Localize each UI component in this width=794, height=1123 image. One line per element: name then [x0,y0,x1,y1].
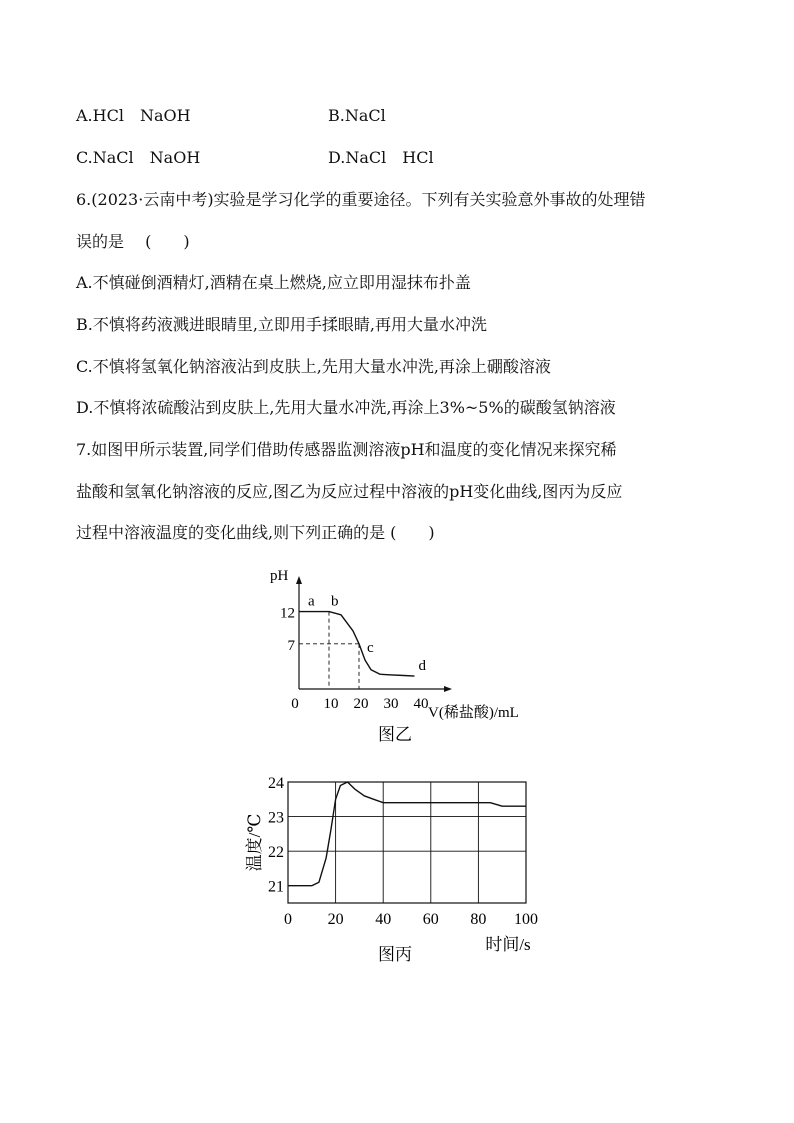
temp-xtick-40: 40 [375,911,392,928]
ph-chart-title: 图乙 [378,725,412,744]
ph-x-arrow [444,686,452,692]
q6-option-a: A.不慎碰倒酒精灯,酒精在桌上燃烧,应立即用湿抹布扑盖 [76,273,471,292]
q5-option-c: C.NaCl NaOH [76,148,201,167]
ph-y-arrow [296,576,302,584]
temp-chart-title: 图丙 [378,945,412,964]
q7-stem-line1: 7.如图甲所示装置,同学们借助传感器监测溶液pH和温度的变化情况来探究稀 [76,440,617,459]
q5-option-d: D.NaCl HCl [328,148,434,167]
ph-point-b: b [331,593,339,610]
temp-ytick-23: 23 [268,809,284,827]
ph-point-a: a [308,593,315,610]
temp-ytick-21: 21 [268,878,284,896]
ph-point-c: c [367,639,374,656]
temp-ytick-24: 24 [268,775,284,792]
temp-ytick-22: 22 [268,844,284,862]
q6-option-c: C.不慎将氢氧化钠溶液沾到皮肤上,先用大量水冲洗,再涂上硼酸溶液 [76,357,551,376]
temp-plot-frame [288,782,526,903]
q6-stem-line2: 误的是 ( ) [76,232,190,251]
temp-curve [288,782,526,886]
temp-xtick-0: 0 [284,911,292,928]
temp-xtick-80: 80 [470,911,487,928]
ph-xtick-10: 10 [323,696,339,712]
ph-ytick-7: 7 [287,637,295,654]
ph-ylabel: pH [270,568,289,584]
temp-xtick-60: 60 [422,911,439,928]
q5-option-a: A.HCl NaOH [76,106,191,125]
ph-xlabel: V(稀盐酸)/mL [428,705,519,721]
q6-option-d: D.不慎将浓硫酸沾到皮肤上,先用大量水冲洗,再涂上3%~5%的碳酸氢钠溶液 [76,398,616,417]
q7-stem-line2: 盐酸和氢氧化钠溶液的反应,图乙为反应过程中溶液的pH变化曲线,图丙为反应 [76,482,623,501]
ph-xtick-0: 0 [291,696,299,712]
q7-stem-line3: 过程中溶液温度的变化曲线,则下列正确的是 ( ) [76,523,435,542]
temp-xlabel: 时间/s [485,935,531,954]
q6-stem-line1: 6.(2023·云南中考)实验是学习化学的重要途径。下列有关实验意外事故的处理错 [76,190,646,209]
q6-option-b: B.不慎将药液溅进眼睛里,立即用手揉眼睛,再用大量水冲洗 [76,315,488,334]
ph-point-d: d [418,658,426,675]
temperature-chart [240,764,560,974]
temp-xtick-20: 20 [327,911,344,928]
ph-chart [262,558,562,748]
ph-xtick-40: 40 [413,696,429,712]
temp-ylabel: 温度/℃ [245,813,264,872]
ph-ytick-12: 12 [280,605,295,622]
temp-xtick-100: 100 [514,911,538,928]
ph-xtick-20: 20 [353,696,369,712]
ph-xtick-30: 30 [383,696,399,712]
q5-option-b: B.NaCl [328,106,386,125]
